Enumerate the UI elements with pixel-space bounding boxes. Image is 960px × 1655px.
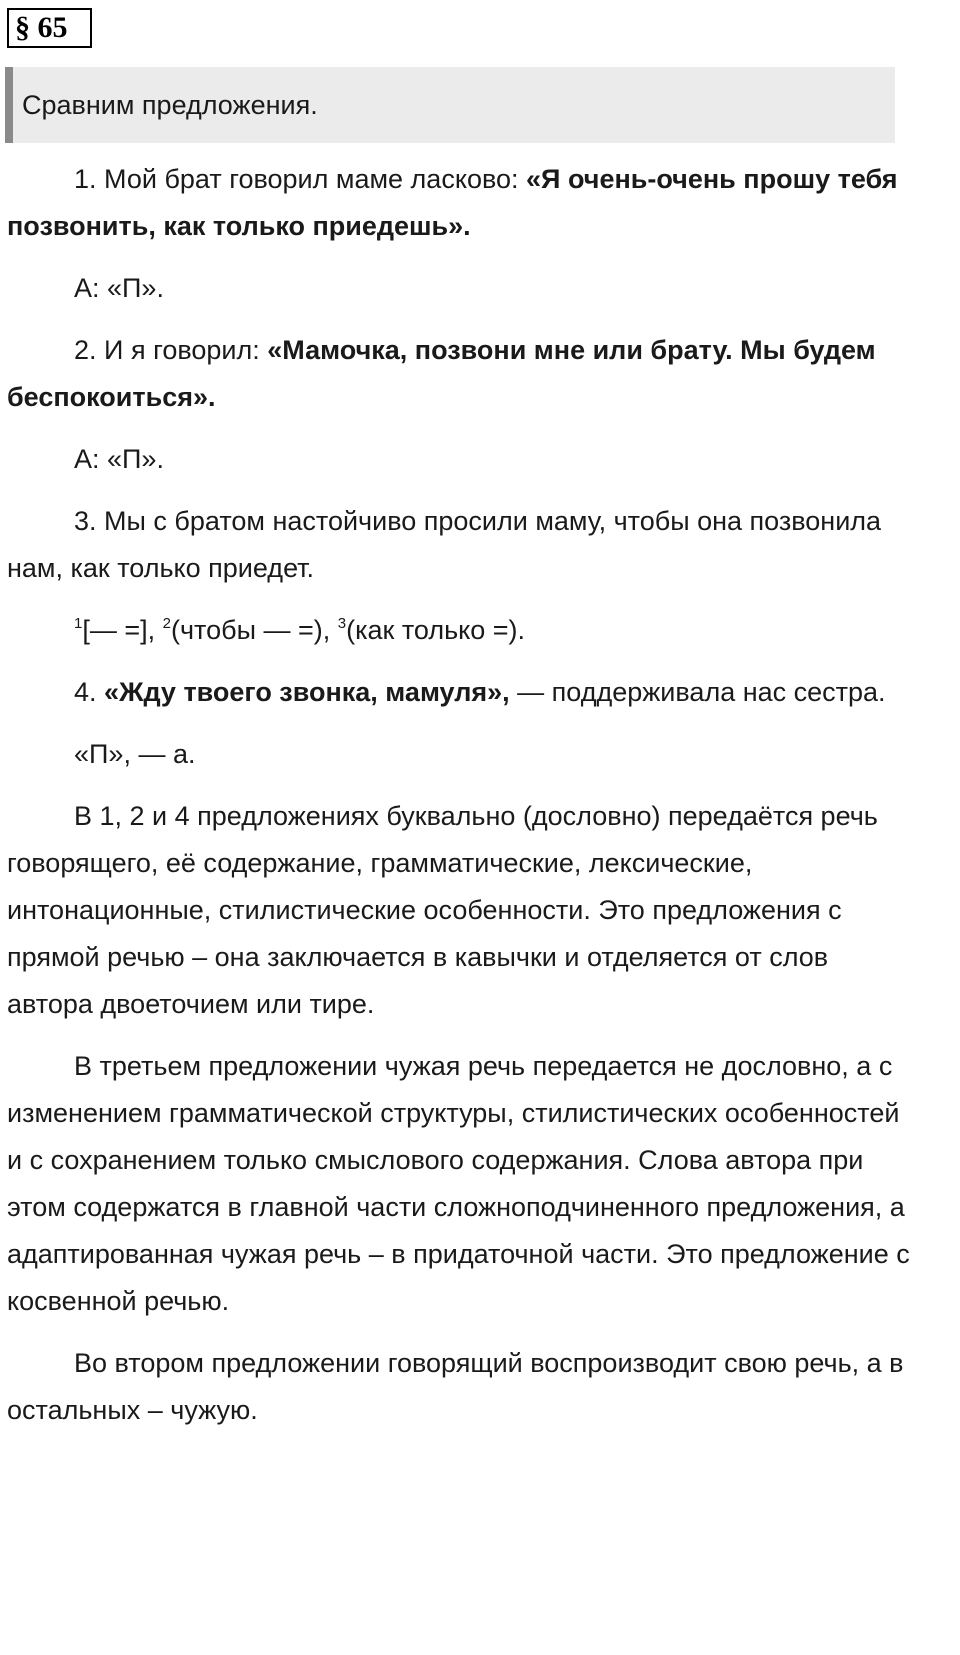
- example-sentence-1: [7, 156, 912, 250]
- example-4-number: 4.: [74, 677, 97, 707]
- scheme-3-index-2: 2: [162, 615, 171, 632]
- scheme-4: «П», — а.: [74, 739, 196, 769]
- example-2-number: 2.: [74, 335, 97, 365]
- example-2-author-words: И я говорил:: [104, 335, 260, 365]
- intro-text: Сравним предложения.: [22, 90, 318, 120]
- scheme-3-part-3: (как только =).: [346, 615, 526, 645]
- scheme-3-index-1: 1: [74, 615, 83, 632]
- intro-callout: [5, 67, 895, 143]
- explanation-paragraph-3: Во втором предложении говорящий воспроизводит свою речь, а в остальных – чужую.: [7, 1348, 904, 1425]
- example-4-direct-speech: «Жду твоего звонка, мамуля»,: [104, 677, 510, 707]
- scheme-2: А: «П».: [74, 444, 164, 474]
- explanation-paragraph-2: В третьем предложении чужая речь передается не дословно, а с изменением грамматической структуры, стилистических особенностей и с сохранением только смыслового содержания. Слова автора при этом содержатся в главной части сложноподчиненного предложения, а адаптированная чужая речь – в придаточной части. Это предложение с косвенной речью.: [7, 1051, 910, 1316]
- scheme-3-part-2: (чтобы — =),: [170, 615, 331, 645]
- scheme-3-part-1: [— =],: [82, 615, 156, 645]
- example-sentence-3: 3. Мы с братом настойчиво просили маму, чтобы она позвонила нам, как только приедет.: [7, 506, 882, 583]
- example-sentence-2: [7, 327, 912, 421]
- example-1-author-words: Мой брат говорил маме ласково:: [104, 164, 519, 194]
- section-number: § 65: [7, 8, 92, 48]
- example-sentence-4: [7, 669, 912, 716]
- explanation-paragraph-1: В 1, 2 и 4 предложениях буквально (дословно) передаётся речь говорящего, её содержание, грамматические, лексические, интонационные, стилистические особенности. Это предложения с прямой речью – она заключается в кавычки и отделяется от слов автора двоеточием или тире.: [7, 801, 878, 1019]
- scheme-3: [7, 607, 912, 654]
- example-1-direct-speech: «Я очень-очень прошу тебя позвонить, как только приедешь».: [7, 164, 898, 241]
- scheme-1: А: «П».: [74, 273, 164, 303]
- example-2-direct-speech: «Мамочка, позвони мне или брату. Мы будем беспокоиться».: [7, 335, 876, 412]
- content-body: [7, 156, 912, 1449]
- example-4-author-words: — поддерживала нас сестра.: [517, 677, 886, 707]
- scheme-3-index-3: 3: [337, 615, 347, 632]
- example-1-number: 1.: [74, 164, 97, 194]
